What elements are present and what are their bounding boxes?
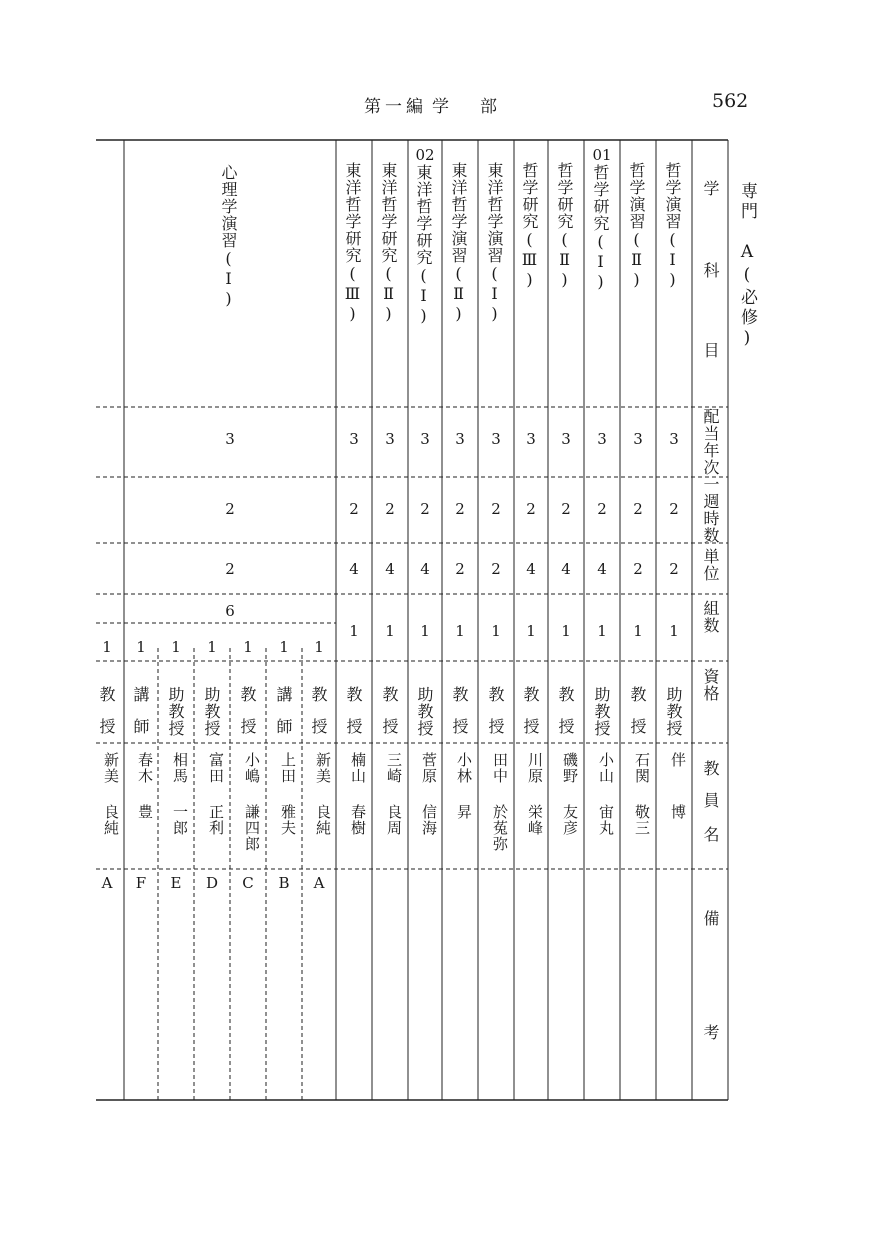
side-title: 専門 A(必修) — [737, 182, 757, 351]
course-teacher-family: 田中 — [491, 752, 509, 784]
section-teacher-family: 上田 — [279, 752, 297, 784]
section-groups: 1 — [136, 638, 146, 656]
course-code: 02 — [415, 146, 435, 164]
course-teacher-family: 川原 — [526, 752, 544, 784]
course-credits: 4 — [385, 560, 395, 578]
course-credits: 4 — [561, 560, 571, 578]
course-credits: 2 — [491, 560, 501, 578]
label-teacher: 名 — [701, 826, 720, 843]
page-number: 562 — [712, 90, 749, 112]
section-teacher-given: 雅夫 — [279, 804, 297, 836]
section-teacher-family: 春木 — [136, 752, 154, 784]
psych-hours: 2 — [225, 500, 235, 518]
section-remark: A — [101, 874, 113, 892]
label-teacher: 員 — [701, 792, 720, 809]
section-rank: 教授 — [97, 686, 116, 750]
course-groups: 1 — [633, 622, 643, 640]
course-year: 3 — [385, 430, 395, 448]
course-subject: 哲学演習(Ⅱ) — [627, 162, 646, 290]
course-credits: 4 — [349, 560, 359, 578]
course-groups: 1 — [349, 622, 359, 640]
section-groups: 1 — [171, 638, 181, 656]
course-teacher-family: 三崎 — [385, 752, 403, 784]
running-head-part2: 部 — [480, 97, 501, 117]
section-remark: C — [242, 874, 254, 892]
course-subject: 東洋哲学研究(Ⅰ) — [414, 164, 433, 326]
section-remark: D — [205, 874, 219, 892]
course-hours: 2 — [491, 500, 501, 518]
course-groups: 1 — [669, 622, 679, 640]
course-hours: 2 — [669, 500, 679, 518]
label-groups: 組数 — [701, 600, 720, 634]
course-year: 3 — [561, 430, 571, 448]
course-year: 3 — [633, 430, 643, 448]
course-year: 3 — [597, 430, 607, 448]
course-year: 3 — [349, 430, 359, 448]
section-teacher-family: 新美 — [314, 752, 332, 784]
course-year: 3 — [491, 430, 501, 448]
section-groups: 1 — [243, 638, 253, 656]
course-groups: 1 — [526, 622, 536, 640]
course-teacher-given: 於菟弥 — [491, 804, 509, 852]
course-hours: 2 — [597, 500, 607, 518]
course-credits: 2 — [669, 560, 679, 578]
course-subject: 東洋哲学演習(Ⅰ) — [485, 162, 504, 324]
course-rank: 教授 — [344, 686, 363, 750]
course-subject: 哲学演習(Ⅰ) — [663, 162, 682, 290]
course-teacher-family: 磯野 — [561, 752, 579, 784]
section-rank: 助教授 — [166, 686, 185, 737]
course-year: 3 — [669, 430, 679, 448]
course-teacher-given: 宙丸 — [597, 804, 615, 836]
course-teacher-family: 菅原 — [420, 752, 438, 784]
section-teacher-family: 新美 — [102, 752, 120, 784]
section-remark: F — [135, 874, 147, 892]
course-rank: 助教授 — [415, 686, 434, 737]
section-teacher-given: 豊 — [136, 804, 154, 820]
section-teacher-given: 一郎 — [171, 804, 189, 836]
section-rank: 教授 — [238, 686, 257, 750]
section-teacher-given: 謙四郎 — [243, 804, 261, 852]
psych-credits: 2 — [225, 560, 235, 578]
label-teacher: 教 — [701, 760, 720, 777]
course-teacher-family: 石関 — [633, 752, 651, 784]
course-groups: 1 — [420, 622, 430, 640]
psych-year: 3 — [225, 430, 235, 448]
section-rank: 講師 — [131, 686, 150, 750]
course-credits: 2 — [455, 560, 465, 578]
course-teacher-family: 小山 — [597, 752, 615, 784]
label-rank: 資格 — [701, 668, 720, 702]
section-groups: 1 — [314, 638, 324, 656]
course-credits: 4 — [526, 560, 536, 578]
section-remark: A — [313, 874, 325, 892]
section-teacher-given: 良純 — [314, 804, 332, 836]
course-teacher-given: 栄峰 — [526, 804, 544, 836]
section-teacher-family: 小嶋 — [243, 752, 261, 784]
course-subject: 哲学研究(Ⅲ) — [520, 162, 539, 290]
running-head-part1: 学 — [432, 97, 453, 117]
section-teacher-family: 富田 — [207, 752, 225, 784]
course-teacher-given: 昇 — [455, 804, 473, 820]
course-groups: 1 — [385, 622, 395, 640]
course-teacher-given: 友彦 — [561, 804, 579, 836]
course-subject: 東洋哲学演習(Ⅱ) — [449, 162, 468, 324]
course-rank: 教授 — [521, 686, 540, 750]
section-groups: 1 — [279, 638, 289, 656]
section-rank: 助教授 — [202, 686, 221, 737]
course-rank: 教授 — [628, 686, 647, 750]
course-year: 3 — [455, 430, 465, 448]
course-credits: 4 — [597, 560, 607, 578]
label-credits: 単位 — [701, 548, 720, 582]
label-subject: 目 — [701, 342, 720, 359]
section-rank: 講師 — [274, 686, 293, 750]
course-teacher-given: 信海 — [420, 804, 438, 836]
course-subject: 哲学研究(Ⅰ) — [591, 164, 610, 292]
course-teacher-given: 春樹 — [349, 804, 367, 836]
course-rank: 教授 — [556, 686, 575, 750]
section-teacher-family: 相馬 — [171, 752, 189, 784]
course-hours: 2 — [561, 500, 571, 518]
course-rank: 助教授 — [664, 686, 683, 737]
label-subject: 学 — [701, 180, 720, 197]
course-groups: 1 — [455, 622, 465, 640]
section-groups: 1 — [207, 638, 217, 656]
label-remarks: 備 — [701, 910, 720, 927]
course-teacher-given: 良周 — [385, 804, 403, 836]
course-credits: 4 — [420, 560, 430, 578]
course-rank: 教授 — [486, 686, 505, 750]
course-year: 3 — [526, 430, 536, 448]
course-year: 3 — [420, 430, 430, 448]
course-teacher-given: 博 — [669, 804, 687, 820]
course-teacher-family: 伴 — [669, 752, 687, 768]
section-teacher-given: 正利 — [207, 804, 225, 836]
course-groups: 1 — [597, 622, 607, 640]
course-hours: 2 — [420, 500, 430, 518]
section-groups: 1 — [102, 638, 112, 656]
course-teacher-family: 小林 — [455, 752, 473, 784]
course-code: 01 — [592, 146, 612, 164]
psych-groups: 6 — [225, 602, 235, 620]
course-credits: 2 — [633, 560, 643, 578]
course-rank: 教授 — [380, 686, 399, 750]
course-subject: 東洋哲学研究(Ⅱ) — [379, 162, 398, 324]
section-remark: E — [170, 874, 182, 892]
course-teacher-given: 敬三 — [633, 804, 651, 836]
course-hours: 2 — [385, 500, 395, 518]
course-hours: 2 — [633, 500, 643, 518]
course-hours: 2 — [526, 500, 536, 518]
course-hours: 2 — [455, 500, 465, 518]
label-subject: 科 — [701, 262, 720, 279]
course-groups: 1 — [561, 622, 571, 640]
course-rank: 教授 — [450, 686, 469, 750]
course-groups: 1 — [491, 622, 501, 640]
section-remark: B — [278, 874, 290, 892]
label-remarks: 考 — [701, 1024, 720, 1041]
course-subject: 哲学研究(Ⅱ) — [555, 162, 574, 290]
section-rank: 教授 — [309, 686, 328, 750]
course-hours: 2 — [349, 500, 359, 518]
label-year: 配当年次 — [701, 408, 720, 476]
course-teacher-family: 楠山 — [349, 752, 367, 784]
running-head-section: 第一編 — [364, 97, 427, 117]
psych-subject: 心理学演習(Ⅰ) — [219, 164, 238, 309]
label-hours: 一週時数 — [701, 476, 720, 544]
section-teacher-given: 良純 — [102, 804, 120, 836]
course-rank: 助教授 — [592, 686, 611, 737]
course-subject: 東洋哲学研究(Ⅲ) — [343, 162, 362, 324]
